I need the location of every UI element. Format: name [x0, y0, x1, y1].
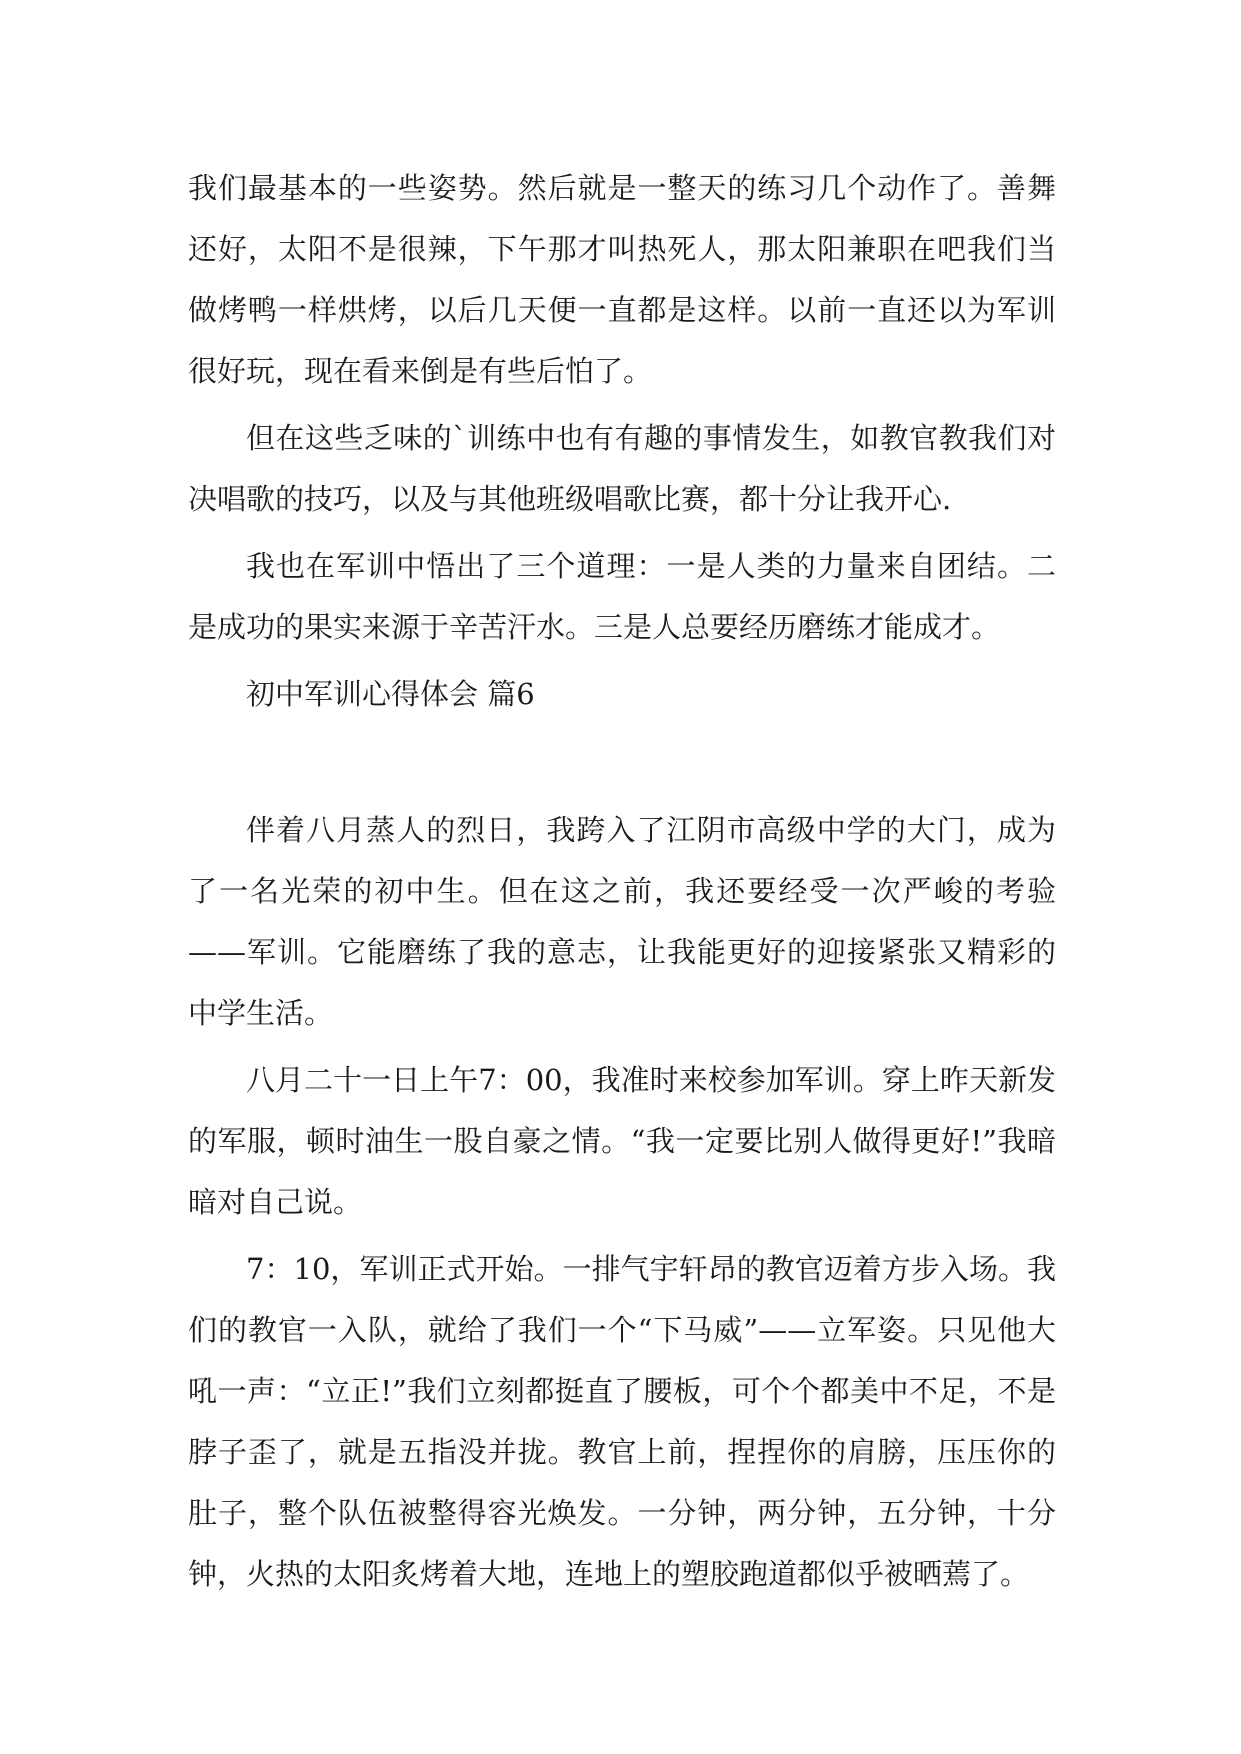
- paragraph-2: 但在这些乏味的`训练中也有有趣的事情发生，如教官教我们对决唱歌的技巧，以及与其他班级唱歌比赛，都十分让我开心.: [188, 421, 1056, 516]
- paragraph-6: 7：10，军训正式开始。一排气宇轩昂的教官迈着方步入场。我们的教官一入队，就给了我们一个“下马威”——立军姿。只见他大吼一声：“立正!”我们立刻都挺直了腰板，可个个都美中不足，不是脖子歪了，就是五指没并拢。教官上前，捏捏你的肩膀，压压你的肚子，整个队伍被整得容光焕发。一分钟，两分钟，五分钟，十分钟，火热的太阳炙烤着大地，连地上的塑胶跑道都似乎被晒蔫了。: [188, 1252, 1056, 1591]
- paragraph-4: 伴着八月蒸人的烈日，我跨入了江阴市高级中学的大门，成为了一名光荣的初中生。但在这之前，我还要经受一次严峻的考验——军训。它能磨练了我的意志，让我能更好的迎接紧张又精彩的中学生活。: [188, 813, 1056, 1030]
- document-body: [188, 158, 1056, 1611]
- section-heading: 初中军训心得体会 篇6: [246, 677, 535, 711]
- paragraph-5: 八月二十一日上午7：00，我准时来校参加军训。穿上昨天新发的军服，顿时油生一股自豪之情。“我一定要比别人做得更好!”我暗暗对自己说。: [188, 1063, 1056, 1219]
- paragraph-3: 我也在军训中悟出了三个道理：一是人类的力量来自团结。二是成功的果实来源于辛苦汗水。三是人总要经历磨练才能成才。: [188, 549, 1056, 644]
- section-gap: [188, 731, 1056, 800]
- paragraph-1: 我们最基本的一些姿势。然后就是一整天的练习几个动作了。善舞还好，太阳不是很辣，下午那才叫热死人，那太阳兼职在吧我们当做烤鸭一样烘烤，以后几天便一直都是这样。以前一直还以为军训很好玩，现在看来倒是有些后怕了。: [188, 171, 1056, 388]
